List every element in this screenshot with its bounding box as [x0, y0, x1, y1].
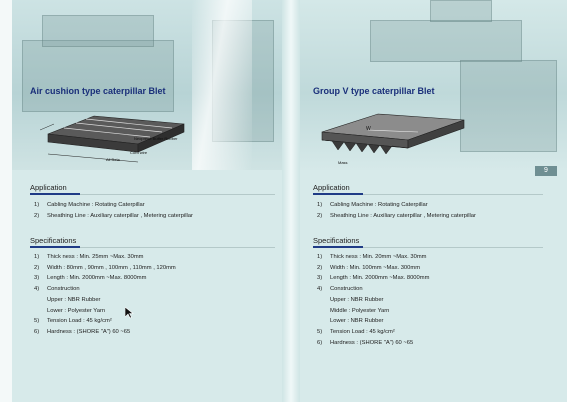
list-subitem — [34, 295, 176, 306]
list-item — [317, 284, 429, 295]
item-text: Middle : Polyester Yarn — [330, 307, 390, 314]
left-application-list — [34, 200, 193, 221]
list-item — [34, 211, 193, 222]
list-item — [317, 211, 476, 222]
right-application-list — [317, 200, 476, 221]
list-item — [317, 327, 429, 338]
item-text: Upper : NBR Rubber — [47, 296, 101, 303]
item-number: 5) — [317, 328, 323, 335]
item-number: 2) — [34, 264, 40, 271]
machine-photo — [42, 15, 154, 47]
list-item — [34, 316, 176, 327]
item-number: 6) — [34, 328, 40, 335]
list-subitem — [317, 295, 429, 306]
item-text: Length : Min. 2000mm ~Max. 8000mm — [47, 275, 147, 282]
left-specifications-list — [34, 252, 176, 338]
item-text: Width : Min. 100mm ~Max. 300mm — [330, 264, 421, 271]
list-item — [34, 263, 176, 274]
machine-photo — [370, 20, 522, 62]
item-text: Upper : NBR Rubber — [330, 296, 384, 303]
list-item — [34, 252, 176, 263]
list-item — [317, 200, 476, 211]
light-wedge — [192, 0, 252, 170]
cord-label: Cord wire — [130, 150, 148, 155]
item-text: Construction — [330, 286, 363, 293]
item-number: 3) — [317, 275, 323, 282]
mouse-cursor-icon — [125, 307, 135, 319]
heading-accent-bar — [30, 246, 80, 248]
item-text: Sheathing Line : Auxiliary caterpillar , Metering caterpillar — [330, 212, 476, 219]
list-item — [34, 273, 176, 284]
air-cushion-belt-diagram — [34, 104, 190, 164]
machine-photo — [22, 40, 174, 112]
item-number: 5) — [34, 318, 40, 325]
list-item — [317, 273, 429, 284]
item-text: Hardness : (SHORE "A") 60 ~65 — [330, 339, 414, 346]
right-banner-title: Group V type caterpillar Blet — [313, 86, 435, 96]
list-item — [34, 284, 176, 295]
left-banner-title: Air cushion type caterpillar Blet — [30, 86, 166, 96]
item-text: Tension Load : 45 kg/cm² — [47, 318, 112, 325]
list-item — [317, 263, 429, 274]
list-item — [317, 338, 429, 349]
page-fold — [282, 0, 300, 402]
item-number: 2) — [317, 264, 323, 271]
left-application-heading: Application — [30, 183, 67, 192]
neoprene-label: Neoprene Buffer Rubber — [134, 136, 178, 141]
item-text: Cabling Machine : Rotating Caterpillar — [330, 202, 428, 208]
item-text: Construction — [47, 286, 80, 293]
item-number: 1) — [34, 202, 40, 208]
item-text: Thick ness : Min. 20mm ~Max. 30mm — [330, 254, 427, 260]
heading-accent-bar — [313, 246, 363, 248]
group-v-belt-diagram — [318, 106, 468, 168]
machine-photo — [430, 0, 492, 22]
item-text: Tension Load : 45 kg/cm² — [330, 328, 395, 335]
all-label: All Beta — [106, 157, 120, 162]
right-application-heading: Application — [313, 183, 350, 192]
item-text: Cabling Machine : Rotating Caterpillar — [47, 202, 145, 208]
item-number: 2) — [317, 212, 323, 219]
item-text: Lower : NBR Rubber — [330, 318, 384, 325]
item-number: 3) — [34, 275, 40, 282]
mass-label: Mass — [338, 160, 348, 165]
item-number: 2) — [34, 212, 40, 219]
list-subitem — [317, 306, 429, 317]
list-item — [317, 252, 429, 263]
right-specifications-list — [317, 252, 429, 348]
item-number: 4) — [34, 286, 40, 293]
item-number: 1) — [317, 202, 323, 208]
item-text: Width : 80mm , 90mm , 100mm , 110mm , 120mm — [47, 264, 176, 271]
item-text: Thick ness : Min. 25mm ~Max. 30mm — [47, 254, 144, 260]
list-item — [34, 200, 193, 211]
right-specifications-heading: Specifications — [313, 236, 360, 245]
w-label: W — [366, 126, 371, 132]
list-subitem — [34, 306, 176, 317]
item-text: Length : Min. 2000mm ~Max. 8000mm — [330, 275, 430, 282]
list-item — [34, 327, 176, 338]
machine-photo — [460, 60, 557, 152]
item-text: Lower : Polyester Yarn — [47, 307, 106, 314]
item-number: 1) — [317, 254, 323, 260]
left-specifications-heading: Specifications — [30, 236, 77, 245]
page-margin — [0, 0, 12, 402]
heading-accent-bar — [30, 193, 80, 195]
item-number: 6) — [317, 339, 323, 346]
item-number: 1) — [34, 254, 40, 260]
item-number: 4) — [317, 286, 323, 293]
page-tab: 9 — [535, 166, 557, 176]
heading-accent-bar — [313, 193, 363, 195]
item-text: Sheathing Line : Auxiliary caterpillar , Metering caterpillar — [47, 212, 193, 219]
item-text: Hardness : (SHORE "A") 60 ~65 — [47, 328, 131, 335]
list-subitem — [317, 316, 429, 327]
